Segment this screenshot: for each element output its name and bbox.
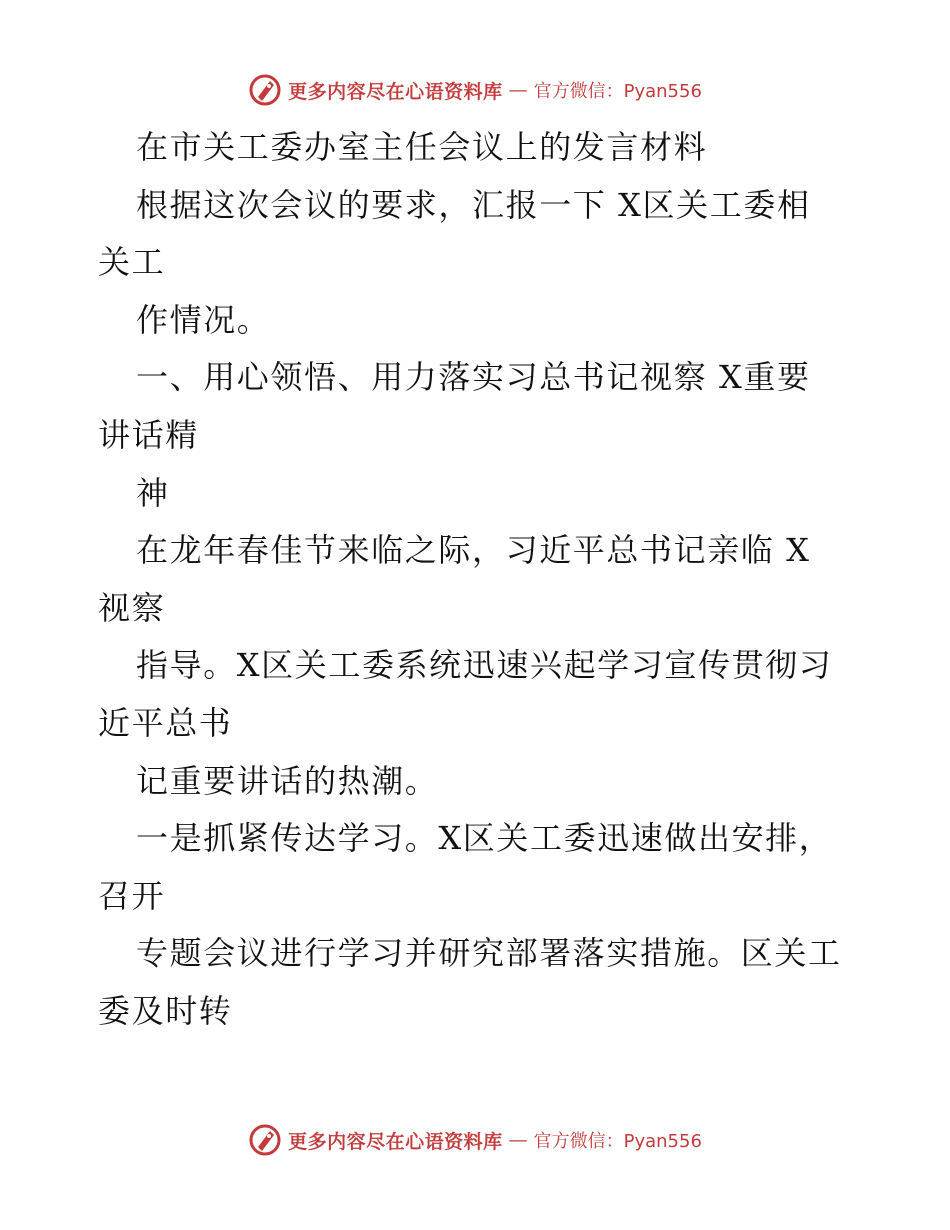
footer-watermark (0, 1120, 950, 1160)
watermark-text: 更多内容尽在心语资料库 (288, 1130, 503, 1153)
paragraph-line: 近平总书 (98, 703, 233, 742)
paragraph-line: 召开 (98, 876, 166, 915)
paragraph-line: 关工 (98, 243, 166, 282)
paragraph-line: 根据这次会议的要求，汇报一下 X区关工委相 (136, 185, 811, 224)
paragraph-line: 记重要讲话的热潮。 (136, 761, 439, 800)
document-title: 在市关工委办室主任会议上的发言材料 (136, 128, 708, 166)
paragraph-line: 作情况。 (136, 300, 271, 339)
watermark-separator: — (508, 1129, 528, 1151)
paragraph-line: 指导。X区关工委系统迅速兴起学习宣传贯彻习 (136, 646, 833, 685)
paragraph-line: 一是抓紧传达学习。X区关工委迅速做出安排， (136, 819, 833, 858)
pen-nib-icon (248, 1123, 282, 1157)
section-heading-cont: 神 (136, 473, 170, 512)
paragraph-line: 委及时转 (98, 991, 233, 1030)
header-watermark (0, 70, 950, 110)
pen-nib-icon (248, 73, 282, 107)
section-heading: 一、用心领悟、用力落实习总书记视察 X重要 (136, 358, 811, 397)
document-body (98, 119, 858, 1041)
watermark-wechat: 官方微信：Pyan556 (533, 1131, 702, 1152)
paragraph-line: 专题会议进行学习并研究部署落实措施。区关工 (136, 934, 842, 973)
watermark-separator: — (508, 79, 528, 101)
paragraph-line: 在龙年春佳节来临之际，习近平总书记亲临 X (136, 531, 811, 570)
watermark-text: 更多内容尽在心语资料库 (288, 80, 503, 103)
paragraph-line: 视察 (98, 588, 166, 627)
section-heading-cont: 讲话精 (98, 415, 199, 454)
watermark-wechat: 官方微信：Pyan556 (533, 81, 702, 102)
